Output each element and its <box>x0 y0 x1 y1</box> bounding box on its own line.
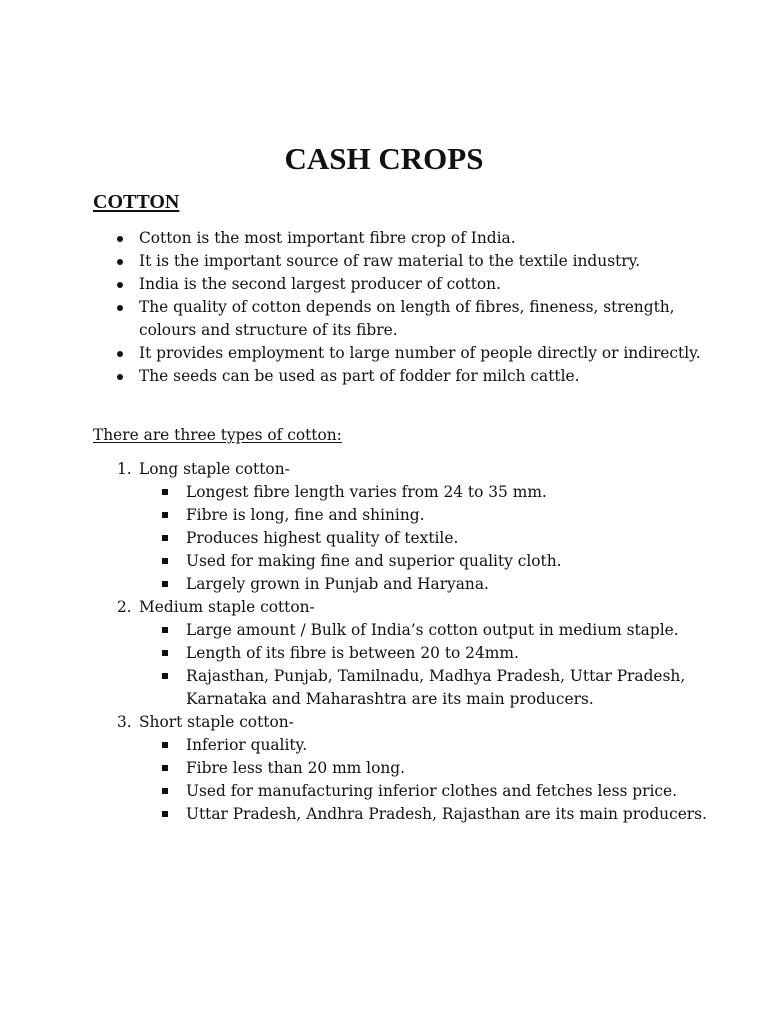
square-bullet-icon <box>162 742 168 748</box>
list-item <box>186 757 719 780</box>
cotton-type-points <box>139 481 719 596</box>
bullet-dot-icon <box>117 351 123 357</box>
list-item-text: Produces highest quality of textile. <box>186 529 459 547</box>
cotton-type-name: Long staple cotton- <box>139 460 290 478</box>
square-bullet-icon <box>162 673 168 679</box>
list-item <box>186 642 719 665</box>
cotton-type-long-staple <box>117 458 719 596</box>
list-item-text: Used for making fine and superior quality cloth. <box>186 552 562 570</box>
cotton-facts-list <box>139 227 719 388</box>
bullet-dot-icon <box>117 236 123 242</box>
list-item-text: Used for manufacturing inferior clothes and fetches less price. <box>186 782 678 800</box>
list-item-text: It provides employment to large number of people directly or indirectly. <box>139 344 701 362</box>
list-item <box>186 481 719 504</box>
section-heading: COTTON <box>93 191 180 213</box>
list-item-text: India is the second largest producer of cotton. <box>139 275 501 293</box>
square-bullet-icon <box>162 627 168 633</box>
bullet-dot-icon <box>117 282 123 288</box>
square-bullet-icon <box>162 489 168 495</box>
list-item-text: Large amount / Bulk of India’s cotton output in medium staple. <box>186 621 679 639</box>
list-item-text: The quality of cotton depends on length of fibres, fineness, strength, colours and structure of its fibre. <box>139 298 675 339</box>
bullet-dot-icon <box>117 305 123 311</box>
list-item-text: Inferior quality. <box>186 736 308 754</box>
list-item <box>186 780 719 803</box>
square-bullet-icon <box>162 650 168 656</box>
cotton-type-name: Medium staple cotton- <box>139 598 315 616</box>
cotton-type-name: Short staple cotton- <box>139 713 294 731</box>
list-item <box>139 227 719 250</box>
bullet-dot-icon <box>117 259 123 265</box>
list-item <box>186 665 719 711</box>
list-item-text: Fibre is long, fine and shining. <box>186 506 425 524</box>
list-item <box>186 803 719 826</box>
list-item-text: It is the important source of raw material to the textile industry. <box>139 252 641 270</box>
list-number: 2. <box>117 598 132 616</box>
list-item-text: Uttar Pradesh, Andhra Pradesh, Rajasthan are its main producers. <box>186 805 707 823</box>
list-item-text: Length of its fibre is between 20 to 24mm. <box>186 644 519 662</box>
list-item <box>139 342 719 365</box>
list-item-text: Longest fibre length varies from 24 to 35 mm. <box>186 483 547 501</box>
list-item-text: Rajasthan, Punjab, Tamilnadu, Madhya Pradesh, Uttar Pradesh, Karnataka and Maharashtra are its main producers. <box>186 667 686 708</box>
cotton-type-points <box>139 734 719 826</box>
list-item <box>139 365 719 388</box>
list-item <box>139 273 719 296</box>
list-item <box>186 550 719 573</box>
cotton-type-medium-staple <box>117 596 719 711</box>
square-bullet-icon <box>162 765 168 771</box>
cotton-type-points <box>139 619 719 711</box>
list-item <box>186 504 719 527</box>
square-bullet-icon <box>162 788 168 794</box>
list-item <box>186 734 719 757</box>
list-item-text: Largely grown in Punjab and Haryana. <box>186 575 489 593</box>
square-bullet-icon <box>162 581 168 587</box>
square-bullet-icon <box>162 535 168 541</box>
list-item-text: The seeds can be used as part of fodder for milch cattle. <box>139 367 580 385</box>
square-bullet-icon <box>162 811 168 817</box>
bullet-dot-icon <box>117 374 123 380</box>
list-item <box>186 527 719 550</box>
list-item <box>186 573 719 596</box>
list-item <box>186 619 719 642</box>
list-number: 3. <box>117 713 132 731</box>
page-title: CASH CROPS <box>284 141 484 176</box>
cotton-type-short-staple <box>117 711 719 826</box>
list-item-text: Fibre less than 20 mm long. <box>186 759 406 777</box>
list-item-text: Cotton is the most important fibre crop of India. <box>139 229 516 247</box>
square-bullet-icon <box>162 512 168 518</box>
square-bullet-icon <box>162 558 168 564</box>
cotton-types-list <box>117 458 719 826</box>
list-number: 1. <box>117 460 132 478</box>
list-item <box>139 296 719 342</box>
list-item <box>139 250 719 273</box>
types-intro: There are three types of cotton: <box>93 426 342 444</box>
